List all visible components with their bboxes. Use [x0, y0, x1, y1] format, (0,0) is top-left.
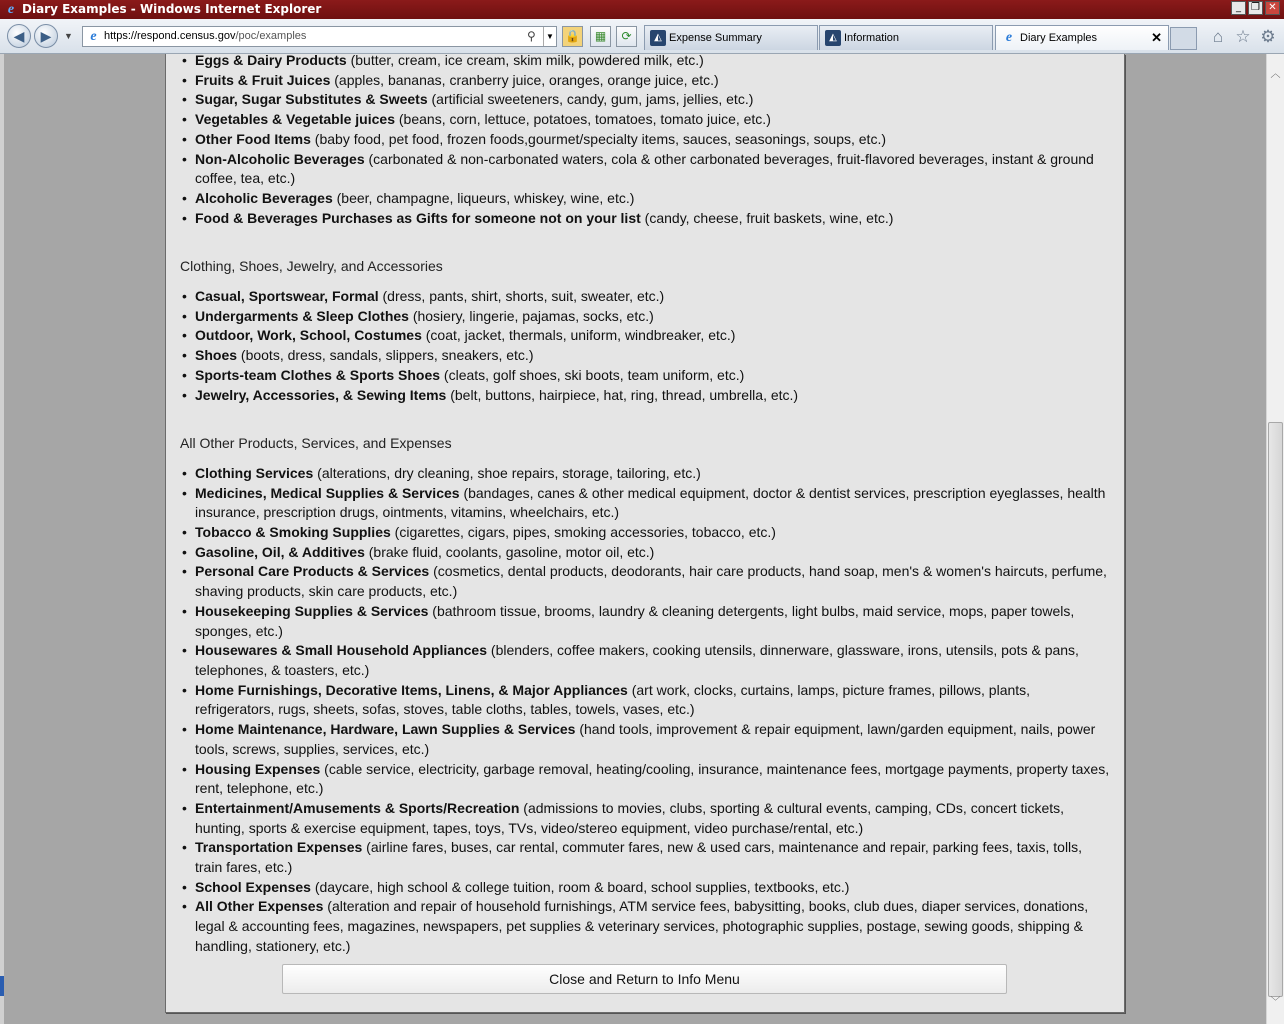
- compatibility-view-button[interactable]: [590, 26, 611, 47]
- bullet-icon: •: [182, 386, 187, 403]
- list-item: [180, 130, 1110, 150]
- category-name: Medicines, Medical Supplies & Services: [195, 484, 460, 501]
- tab-information[interactable]: [819, 25, 993, 50]
- window-title: Diary Examples - Windows Internet Explorer: [22, 2, 322, 16]
- category-name: Outdoor, Work, School, Costumes: [195, 327, 422, 344]
- list-item: [180, 464, 1110, 484]
- other-list: [180, 464, 1110, 957]
- bullet-icon: •: [182, 347, 187, 364]
- category-name: Casual, Sportswear, Formal: [195, 288, 379, 305]
- minimize-button[interactable]: _: [1231, 1, 1246, 15]
- new-tab-button[interactable]: [1170, 27, 1197, 50]
- bullet-icon: •: [182, 150, 187, 167]
- url-host: https://respond.census.gov: [104, 30, 236, 42]
- scroll-down-icon[interactable]: ﹀: [1270, 997, 1281, 1008]
- list-item: [180, 543, 1110, 563]
- address-dropdown-icon[interactable]: ▼: [543, 27, 556, 46]
- category-name: Entertainment/Amusements & Sports/Recreation: [195, 799, 520, 816]
- category-name: Home Furnishings, Decorative Items, Linens, & Major Appliances: [195, 681, 628, 698]
- category-examples: (hosiery, lingerie, pajamas, socks, etc.): [408, 307, 654, 324]
- list-item: [180, 307, 1110, 327]
- category-name: Sugar, Sugar Substitutes & Sweets: [195, 91, 428, 108]
- bullet-icon: •: [182, 366, 187, 383]
- tab-expense-summary[interactable]: [644, 25, 818, 50]
- left-edge-strip: [0, 54, 4, 1024]
- ie-logo-icon: e: [7, 2, 15, 17]
- bullet-icon: •: [182, 130, 187, 147]
- food-list: [180, 54, 1110, 228]
- category-name: All Other Expenses: [195, 898, 324, 915]
- clothing-heading: Clothing, Shoes, Jewelry, and Accessories: [180, 258, 443, 275]
- bullet-icon: •: [182, 484, 187, 501]
- list-item: [180, 799, 1110, 838]
- gear-icon[interactable]: ⚙: [1260, 27, 1276, 46]
- ie-page-icon: e: [1005, 30, 1013, 45]
- list-item: [180, 110, 1110, 130]
- category-examples: (apples, bananas, cranberry juice, oranges, orange juice, etc.): [330, 71, 719, 88]
- favorites-star-icon[interactable]: ☆: [1235, 27, 1251, 46]
- category-name: Home Maintenance, Hardware, Lawn Supplies & Services: [195, 721, 576, 738]
- scrollbar-thumb[interactable]: [1268, 422, 1283, 997]
- list-item: [180, 681, 1110, 720]
- bullet-icon: •: [182, 111, 187, 128]
- census-icon: ◭: [825, 30, 841, 46]
- other-heading: All Other Products, Services, and Expenses: [180, 435, 452, 452]
- category-examples: (coat, jacket, thermals, uniform, windbreaker, etc.): [421, 327, 736, 344]
- bullet-icon: •: [182, 681, 187, 698]
- bullet-icon: •: [182, 642, 187, 659]
- home-icon[interactable]: ⌂: [1212, 27, 1224, 46]
- examples-panel: [165, 54, 1125, 1013]
- category-examples: (bandages, canes & other medical equipment, doctor & dentist services, prescription eyeglasses, health insurance, prescription drugs, ointments, vitamins, wheelchairs, etc.): [195, 484, 1106, 521]
- category-examples: (cigarettes, cigars, pipes, smoking accessories, tobacco, etc.): [390, 524, 776, 541]
- category-examples: (hand tools, improvement & repair equipment, lawn/garden equipment, nails, power tools, screws, supplies, services, etc.): [195, 721, 1096, 757]
- category-name: Undergarments & Sleep Clothes: [195, 307, 409, 324]
- category-name: Housekeeping Supplies & Services: [195, 602, 429, 619]
- address-bar[interactable]: [82, 26, 557, 47]
- list-item: [180, 346, 1110, 366]
- forward-button[interactable]: [34, 24, 58, 48]
- list-item: [180, 90, 1110, 110]
- bullet-icon: •: [182, 209, 187, 226]
- bullet-icon: •: [182, 464, 187, 481]
- category-examples: (cosmetics, dental products, deodorants, hair care products, hand soap, men's & women's haircuts, perfume, shaving products, skin care products, etc.): [195, 563, 1107, 600]
- category-examples: (blenders, coffee makers, cooking utensils, dinnerware, glassware, irons, utensils, pots & pans, telephones, & toasters, etc.): [195, 642, 1079, 678]
- category-name: Shoes: [195, 347, 238, 364]
- bullet-icon: •: [182, 91, 187, 108]
- bullet-icon: •: [182, 799, 187, 816]
- category-name: Eggs & Dairy Products: [195, 54, 347, 68]
- examples-content: [180, 54, 1110, 957]
- refresh-button[interactable]: [616, 26, 637, 47]
- list-item: [180, 602, 1110, 641]
- category-name: Vegetables & Vegetable juices: [195, 111, 395, 128]
- bullet-icon: •: [182, 54, 187, 68]
- category-examples: (artificial sweeteners, candy, gum, jams, jellies, etc.): [427, 91, 754, 108]
- bullet-icon: •: [182, 760, 187, 777]
- bullet-icon: •: [182, 878, 187, 895]
- census-icon: ◭: [650, 30, 666, 46]
- category-examples: (beans, corn, lettuce, potatoes, tomatoes, tomato juice, etc.): [395, 111, 771, 128]
- bullet-icon: •: [182, 839, 187, 856]
- list-item: [180, 641, 1110, 680]
- category-name: Food & Beverages Purchases as Gifts for someone not on your list: [195, 209, 641, 226]
- back-arrow-icon: ◀: [13, 28, 25, 44]
- bullet-icon: •: [182, 563, 187, 580]
- search-icon[interactable]: ⚲: [527, 29, 536, 43]
- bullet-icon: •: [182, 543, 187, 560]
- category-examples: (alterations, dry cleaning, shoe repairs, storage, tailoring, etc.): [313, 464, 701, 481]
- category-examples: (admissions to movies, clubs, sporting & cultural events, camping, CDs, concert tickets, hunting, sports & exercise equipment, tapes, toys, TVs, video/stereo equipment, video purchase/rental, etc.): [195, 799, 1065, 836]
- category-examples: (belt, buttons, hairpiece, hat, ring, thread, umbrella, etc.): [446, 386, 799, 403]
- bullet-icon: •: [182, 327, 187, 344]
- vertical-scrollbar[interactable]: [1266, 54, 1284, 1024]
- list-item: [180, 878, 1110, 898]
- category-name: Non-Alcoholic Beverages: [195, 150, 365, 167]
- address-url[interactable]: [104, 27, 306, 46]
- restore-button[interactable]: ❐: [1248, 1, 1263, 15]
- category-name: Gasoline, Oil, & Additives: [195, 543, 365, 560]
- category-examples: (beer, champagne, liqueurs, whiskey, wine, etc.): [332, 189, 635, 206]
- category-examples: (dress, pants, shirt, shorts, suit, sweater, etc.): [378, 288, 665, 305]
- tab-label: Expense Summary: [669, 32, 762, 44]
- category-examples: (cleats, golf shoes, ski boots, team uniform, etc.): [440, 366, 745, 383]
- list-item: [180, 189, 1110, 209]
- url-path: /poc/examples: [235, 30, 307, 42]
- category-name: Fruits & Fruit Juices: [195, 71, 331, 88]
- category-examples: (butter, cream, ice cream, skim milk, powdered milk, etc.): [346, 54, 704, 68]
- close-window-button[interactable]: ✕: [1265, 1, 1280, 15]
- list-item: [180, 897, 1110, 956]
- tab-label: Information: [844, 32, 900, 44]
- forward-arrow-icon: ▶: [40, 28, 52, 44]
- close-tab-icon[interactable]: ✕: [1151, 30, 1162, 45]
- list-item: [180, 720, 1110, 759]
- bullet-icon: •: [182, 721, 187, 738]
- bullet-icon: •: [182, 307, 187, 324]
- bullet-icon: •: [182, 898, 187, 915]
- list-item: [180, 386, 1110, 406]
- tab-label: Diary Examples: [1020, 32, 1098, 44]
- category-name: School Expenses: [195, 878, 311, 895]
- list-item: [180, 326, 1110, 346]
- category-name: Alcoholic Beverages: [195, 189, 333, 206]
- clothing-list: [180, 287, 1110, 405]
- category-examples: (alteration and repair of household furnishings, ATM service fees, babysitting, books, club dues, diaper services, donations, legal & accounting fees, magazines, newspapers, pet supplies & veterinary services, photographic supplies, postage, sewing goods, shipping & handling, stationery, etc.): [195, 898, 1089, 954]
- category-name: Housewares & Small Household Appliances: [195, 642, 488, 659]
- category-examples: (baby food, pet food, frozen foods,gourmet/specialty items, sauces, seasonings, soups, etc.): [310, 130, 886, 147]
- bullet-icon: •: [182, 71, 187, 88]
- list-item: [180, 760, 1110, 799]
- category-examples: (boots, dress, sandals, slippers, sneakers, etc.): [237, 347, 534, 364]
- recent-pages-dropdown[interactable]: ▼: [64, 31, 73, 41]
- tab-diary-examples[interactable]: [995, 25, 1169, 50]
- category-name: Transportation Expenses: [195, 839, 363, 856]
- bullet-icon: •: [182, 602, 187, 619]
- security-lock-button[interactable]: [562, 26, 583, 47]
- category-examples: (airline fares, buses, car rental, commuter fares, new & used cars, maintenance and repair, parking fees, taxis, tolls, train fares, etc.): [195, 839, 1083, 876]
- list-item: [180, 54, 1110, 71]
- list-item: [180, 71, 1110, 91]
- scroll-up-icon[interactable]: ︿: [1270, 69, 1281, 80]
- list-item: [180, 150, 1110, 189]
- lock-icon: 🔒: [565, 29, 580, 43]
- close-return-button[interactable]: Close and Return to Info Menu: [282, 964, 1007, 994]
- category-name: Other Food Items: [195, 130, 311, 147]
- category-name: Personal Care Products & Services: [195, 563, 430, 580]
- refresh-icon: ⟳: [621, 29, 632, 43]
- page-viewport: [0, 54, 1266, 1024]
- category-examples: (cable service, electricity, garbage removal, heating/cooling, insurance, maintenance fees, mortgage payments, property taxes, rent, telephone, etc.): [195, 760, 1110, 797]
- bullet-icon: •: [182, 288, 187, 305]
- category-examples: (brake fluid, coolants, gasoline, motor oil, etc.): [364, 543, 655, 560]
- list-item: [180, 562, 1110, 601]
- category-name: Tobacco & Smoking Supplies: [195, 524, 391, 541]
- compatibility-icon: ▦: [594, 29, 607, 43]
- ie-page-icon: e: [90, 29, 97, 44]
- list-item: [180, 484, 1110, 523]
- category-name: Housing Expenses: [195, 760, 321, 777]
- list-item: [180, 287, 1110, 307]
- category-name: Sports-team Clothes & Sports Shoes: [195, 366, 441, 383]
- left-edge-marker: [0, 976, 4, 996]
- back-button[interactable]: [7, 24, 31, 48]
- category-name: Jewelry, Accessories, & Sewing Items: [195, 386, 447, 403]
- category-name: Clothing Services: [195, 464, 314, 481]
- window-title-bar: [0, 0, 1284, 19]
- category-examples: (art work, clocks, curtains, lamps, picture frames, pillows, plants, refrigerators, rugs, sheets, sofas, stoves, table cloths, tables, towels, vases, etc.): [195, 681, 1031, 718]
- list-item: [180, 523, 1110, 543]
- category-examples: (carbonated & non-carbonated waters, cola & other carbonated beverages, fruit-flavored beverages, instant & ground coffee, tea, etc.): [195, 150, 1094, 187]
- bullet-icon: •: [182, 524, 187, 541]
- bullet-icon: •: [182, 189, 187, 206]
- list-item: [180, 366, 1110, 386]
- category-examples: (daycare, high school & college tuition, room & board, school supplies, textbooks, etc.): [310, 878, 850, 895]
- category-examples: (candy, cheese, fruit baskets, wine, etc.): [640, 209, 894, 226]
- list-item: [180, 209, 1110, 229]
- browser-toolbar: [0, 19, 1284, 54]
- list-item: [180, 838, 1110, 877]
- category-examples: (bathroom tissue, brooms, laundry & cleaning detergents, light bulbs, maid service, mops, paper towels, sponges, etc.): [195, 602, 1075, 639]
